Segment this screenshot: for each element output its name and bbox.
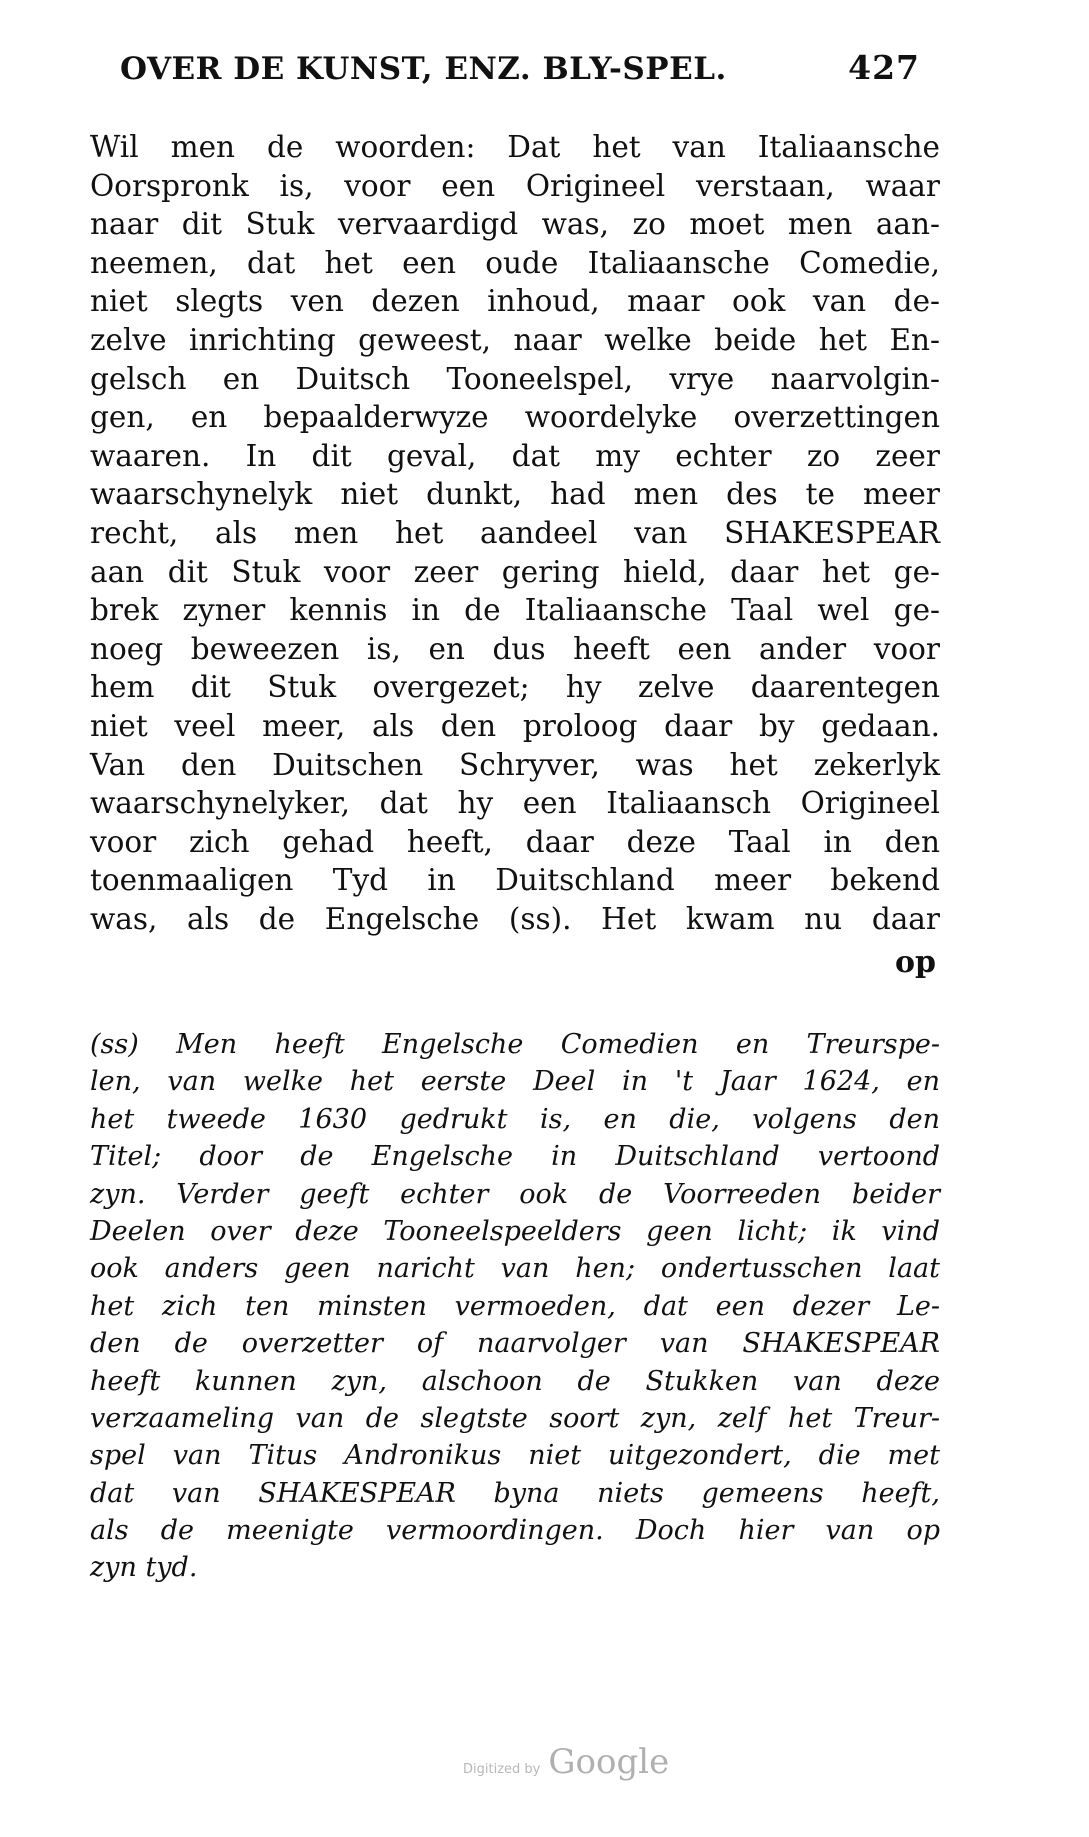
footnote-line: len, van welke het eerste Deel in 't Jaar 1624, en bbox=[90, 1066, 940, 1098]
footnote-line: het zich ten minsten vermoeden, dat een dezer Le- bbox=[90, 1290, 940, 1322]
google-logo: Google bbox=[548, 1742, 670, 1782]
text-line: hem dit Stuk overgezet; hy zelve daarentegen bbox=[90, 670, 940, 705]
text-line: brek zyner kennis in de Italiaansche Taal wel ge- bbox=[90, 593, 940, 628]
footnote-line: zyn. Verder geeft echter ook de Voorreeden beider bbox=[90, 1178, 940, 1210]
text-line: waaren. In dit geval, dat my echter zo zeer bbox=[90, 438, 940, 473]
google-watermark bbox=[463, 1742, 669, 1782]
text-line: niet slegts ven dezen inhoud, maar ook van de- bbox=[90, 284, 940, 319]
footnote-line: als de meenigte vermoordingen. Doch hier van op bbox=[90, 1515, 940, 1547]
footnote-line: dat van SHAKESPEAR byna niets gemeens heeft, bbox=[90, 1477, 940, 1509]
text-line: noeg beweezen is, en dus heeft een ander voor bbox=[90, 631, 940, 666]
text-line: Wil men de woorden: Dat het van Italiaansche bbox=[90, 130, 940, 164]
text-line: voor zich gehad heeft, daar deze Taal in den bbox=[90, 824, 940, 859]
text-line: niet veel meer, als den proloog daar by gedaan. bbox=[90, 708, 940, 743]
text-line: neemen, dat het een oude Italiaansche Comedie, bbox=[90, 245, 940, 280]
main-text bbox=[90, 128, 940, 938]
text-line: Van den Duitschen Schryver, was het zekerlyk bbox=[90, 747, 940, 782]
text-line: zelve inrichting geweest, naar welke beide het En- bbox=[90, 322, 940, 357]
footnote-line: spel van Titus Andronikus niet uitgezondert, die met bbox=[90, 1440, 940, 1472]
footnote-line: (ss) Men heeft Engelsche Comedien en Treurspe- bbox=[90, 1029, 940, 1060]
text-line: gen, en bepaalderwyze woordelyke overzettingen bbox=[90, 400, 940, 435]
text-line: aan dit Stuk voor zeer gering hield, daar het ge- bbox=[90, 554, 940, 589]
catchword: op bbox=[895, 945, 936, 980]
footnote-line: heeft kunnen zyn, alschoon de Stukken van deze bbox=[90, 1365, 940, 1397]
text-line: waarschynelyker, dat hy een Italiaansch Origineel bbox=[90, 786, 940, 821]
running-head bbox=[120, 48, 920, 87]
footnote-line: zyn tyd. bbox=[90, 1552, 198, 1584]
text-line: toenmaaligen Tyd in Duitschland meer bekend bbox=[90, 863, 940, 898]
text-line: naar dit Stuk vervaardigd was, zo moet men aan- bbox=[90, 207, 940, 242]
text-line: recht, als men het aandeel van SHAKESPEAR bbox=[90, 515, 940, 550]
footnote-line: Titel; door de Engelsche in Duitschland vertoond bbox=[90, 1141, 940, 1173]
text-line: waarschynelyk niet dunkt, had men des te meer bbox=[90, 477, 940, 512]
footnote bbox=[90, 1026, 940, 1587]
footnote-line: Deelen over deze Tooneelspeelders geen licht; ik vind bbox=[90, 1215, 940, 1247]
text-line: gelsch en Duitsch Tooneelspel, vrye naarvolgin- bbox=[90, 361, 940, 396]
watermark-prefix: Digitized by bbox=[463, 1762, 541, 1777]
page-number: 427 bbox=[848, 48, 920, 87]
running-title: OVER DE KUNST, ENZ. BLY-SPEL. bbox=[120, 51, 727, 87]
text-line: Oorspronk is, voor een Origineel verstaan, waar bbox=[90, 168, 940, 203]
text-line: was, als de Engelsche (ss). Het kwam nu daar bbox=[90, 901, 940, 936]
footnote-line: het tweede 1630 gedrukt is, en die, volgens den bbox=[90, 1103, 940, 1135]
footnote-line: den de overzetter of naarvolger van SHAKESPEAR bbox=[90, 1328, 940, 1360]
footnote-line: ook anders geen naricht van hen; ondertusschen laat bbox=[90, 1253, 940, 1285]
footnote-line: verzaameling van de slegtste soort zyn, zelf het Treur- bbox=[90, 1402, 940, 1434]
